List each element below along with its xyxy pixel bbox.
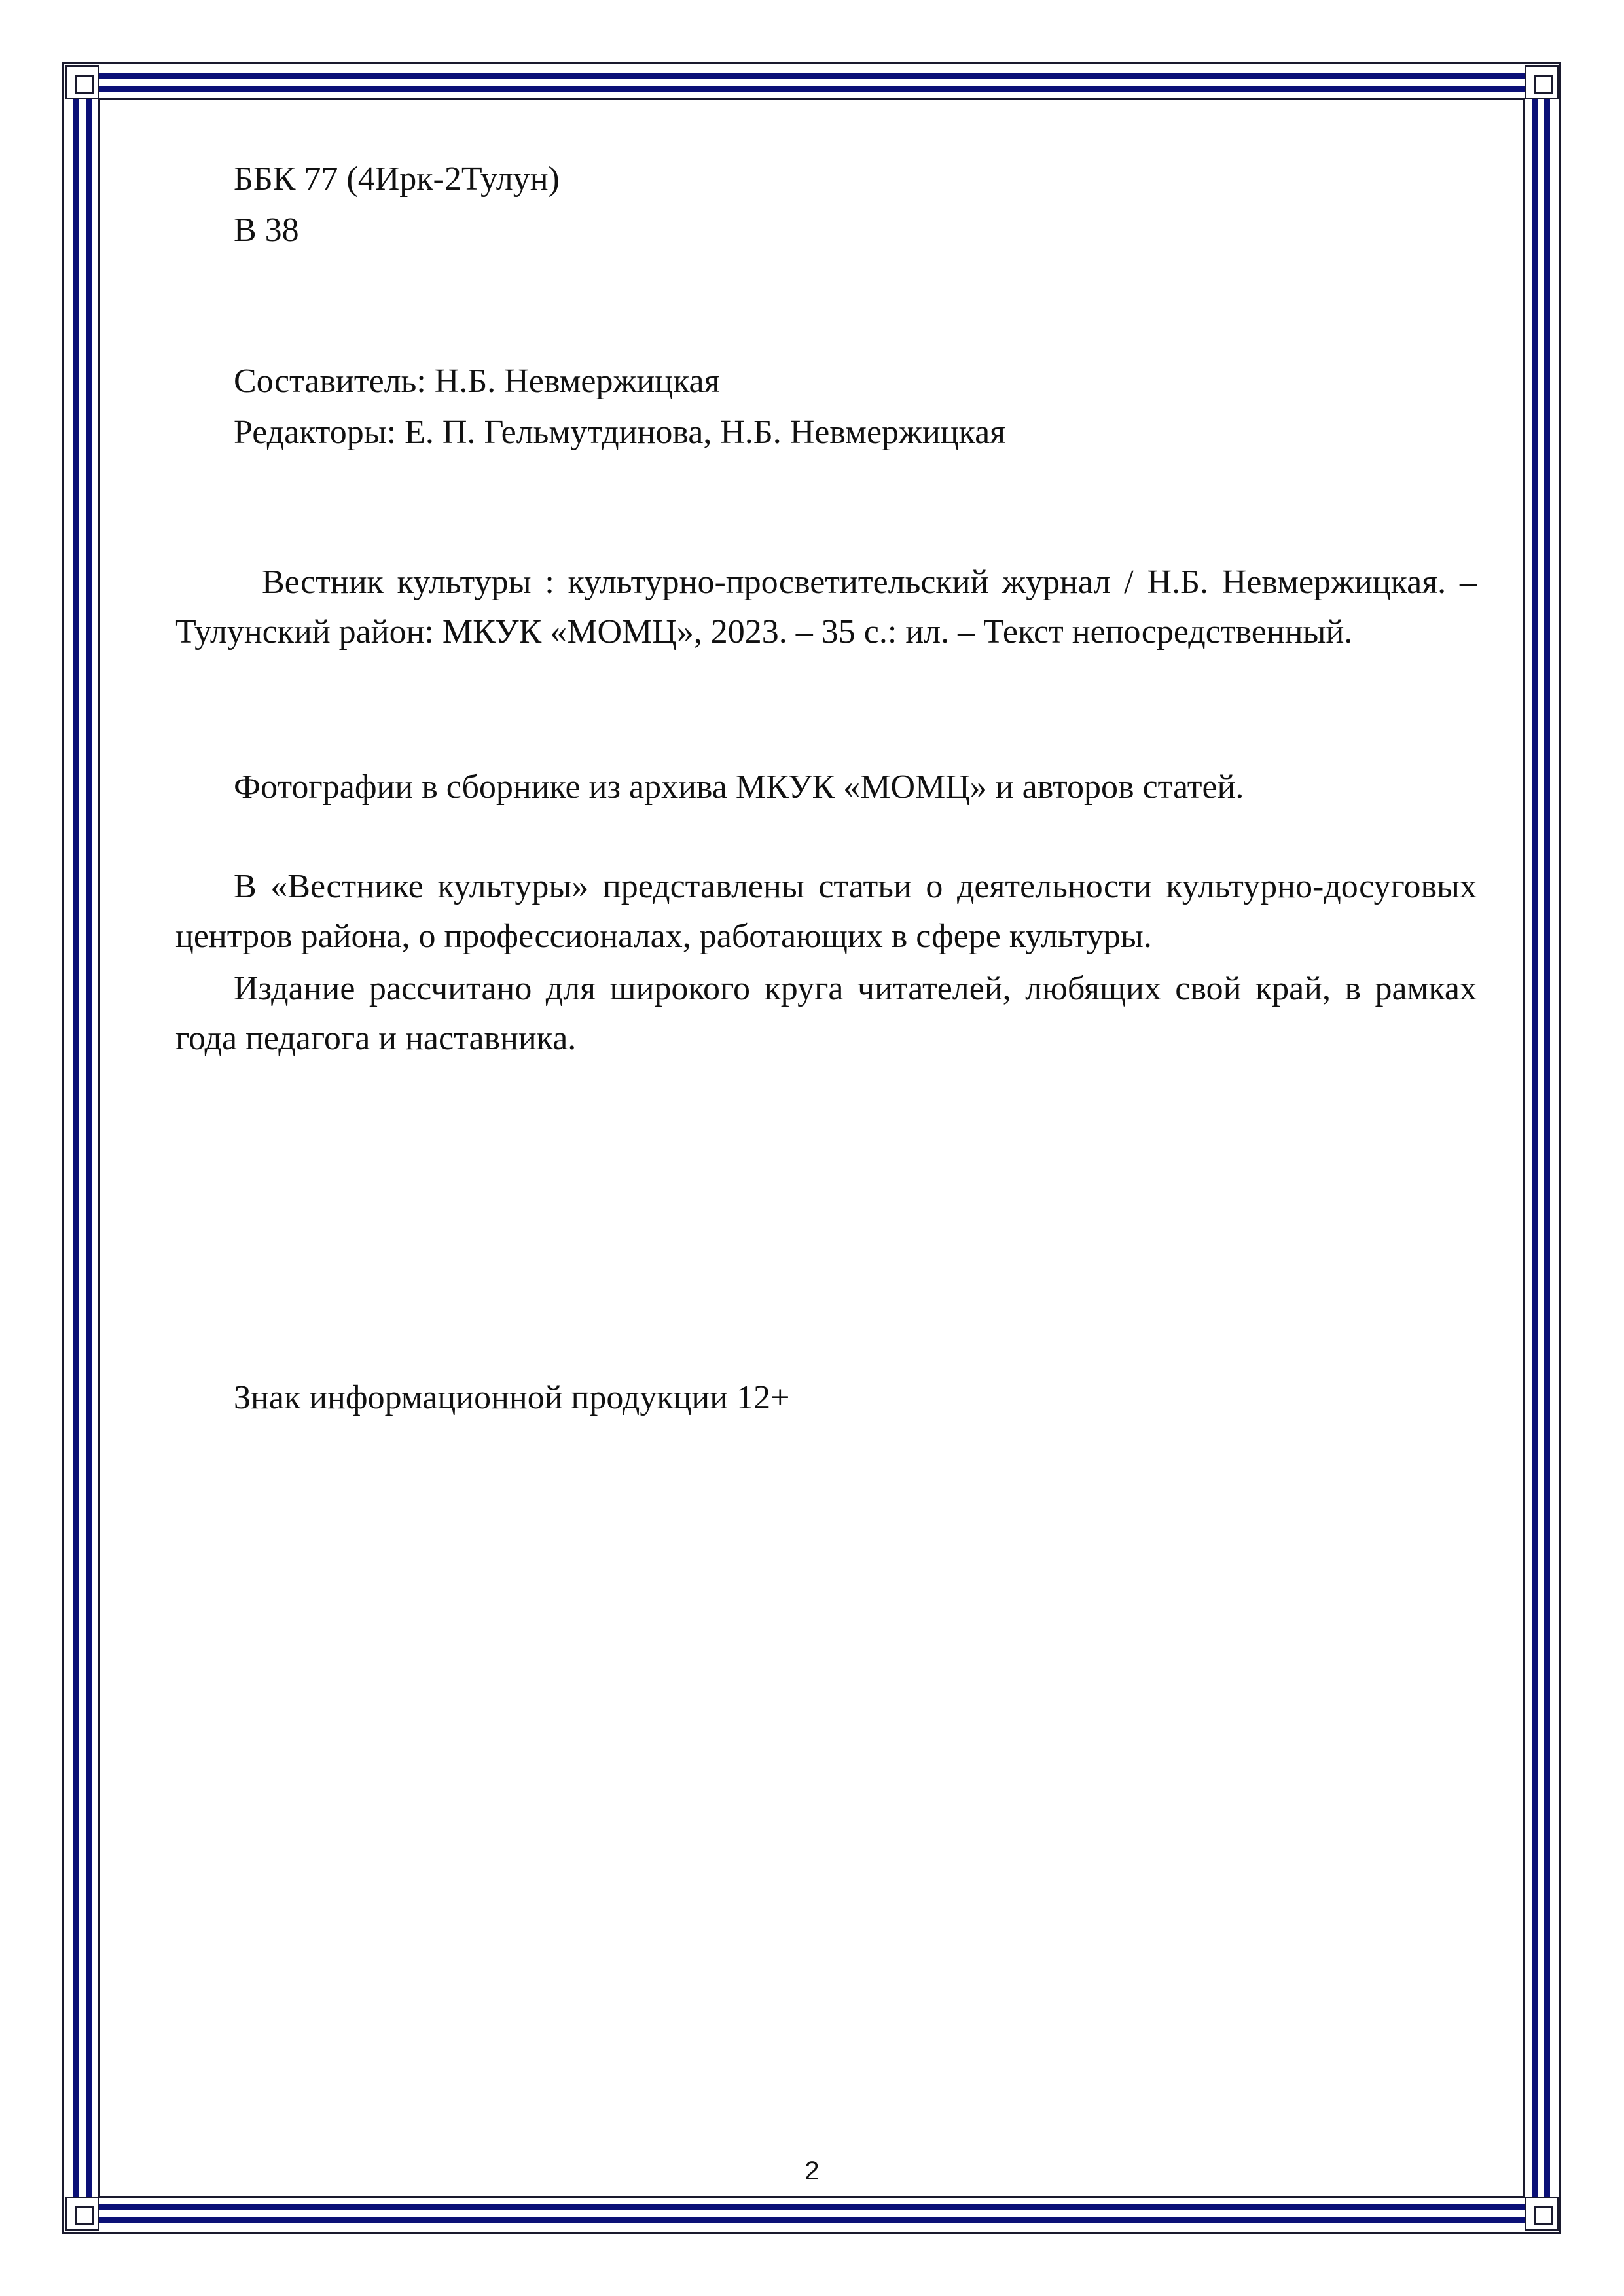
border-tick-top xyxy=(105,81,1519,83)
corner-ornament-bottom-right xyxy=(1525,2197,1559,2231)
annotation-paragraph-2: Издание рассчитано для широкого круга читателей, любящих свой край, в рамках года педагога и наставника. xyxy=(175,970,1477,1057)
corner-ornament-top-right xyxy=(1525,65,1559,99)
border-tick-left xyxy=(81,105,83,2191)
age-rating-notice: Знак информационной продукции 12+ xyxy=(234,1379,790,1416)
annotation-paragraph-1: В «Вестнике культуры» представлены статьи о деятельности культурно-досуговых центров района, о профессионалах, работающих в сфере культуры. xyxy=(175,868,1477,955)
corner-ornament-top-left xyxy=(65,65,99,99)
page-number: 2 xyxy=(804,2157,820,2185)
editors-line: Редакторы: Е. П. Гельмутдинова, Н.Б. Невмержицкая xyxy=(234,414,1006,451)
compiler-line: Составитель: Н.Б. Невмержицкая xyxy=(234,363,720,400)
border-tick-bottom xyxy=(105,2213,1519,2215)
corner-ornament-bottom-left xyxy=(65,2197,99,2231)
author-mark: В 38 xyxy=(234,211,299,249)
bibliographic-description: Вестник культуры : культурно-просветительский журнал / Н.Б. Невмержицкая. – Тулунский район: МКУК «МОМЦ», 2023. – 35 с.: ил. – Текст непосредственный. xyxy=(175,564,1477,651)
bbk-index-top: ББК 77 (4Ирк-2Тулун) xyxy=(234,160,560,198)
photos-note: Фотографии в сборнике из архива МКУК «МОМЦ» и авторов статей. xyxy=(234,768,1244,806)
border-tick-right xyxy=(1541,105,1543,2191)
